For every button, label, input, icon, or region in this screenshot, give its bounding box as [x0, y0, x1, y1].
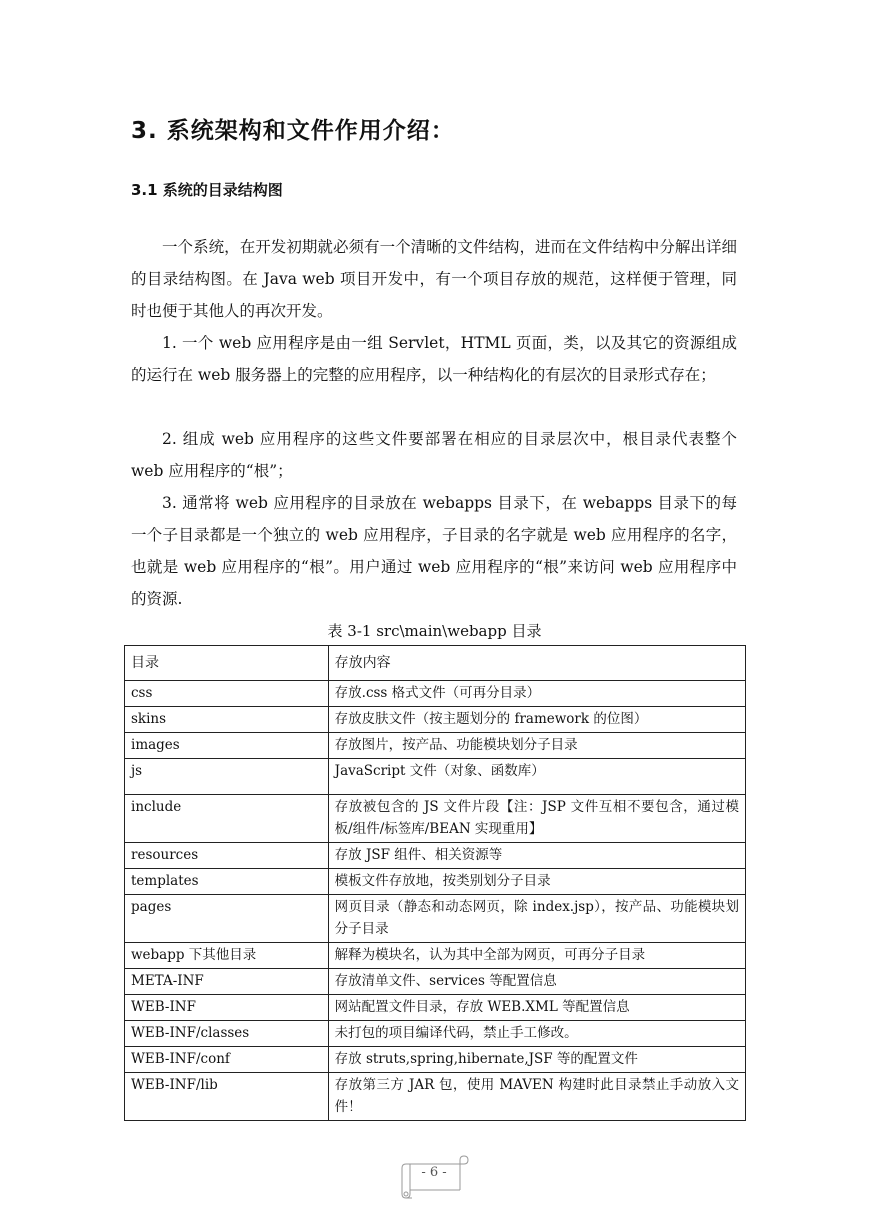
cell-directory: webapp 下其他目录 [125, 943, 329, 969]
paragraph-intro: 一个系统，在开发初期就必须有一个清晰的文件结构，进而在文件结构中分解出详细的目录结构图。在 Java web 项目开发中，有一个项目存放的规范，这样便于管理，同时也便于其他人的再次开发。 [131, 238, 737, 320]
cell-content: 存放被包含的 JS 文件片段【注：JSP 文件互相不要包含，通过模板/组件/标签库/BEAN 实现重用】 [328, 795, 745, 843]
cell-content: 模板文件存放地，按类别划分子目录 [328, 869, 745, 895]
table-row [125, 1047, 746, 1073]
page-number: - 6 - [421, 1165, 447, 1180]
cell-content: 网页目录（静态和动态网页，除 index.jsp），按产品、功能模块划分子目录 [328, 895, 745, 943]
cell-directory: WEB-INF/classes [125, 1021, 329, 1047]
header-cell-content: 存放内容 [328, 646, 745, 681]
directory-table [124, 645, 746, 1121]
cell-directory: js [125, 759, 329, 795]
cell-content: 存放 JSF 组件、相关资源等 [328, 843, 745, 869]
cell-content: 解释为模块名，认为其中全部为网页，可再分子目录 [328, 943, 745, 969]
cell-content: 网站配置文件目录，存放 WEB.XML 等配置信息 [328, 995, 745, 1021]
cell-directory: WEB-INF/conf [125, 1047, 329, 1073]
cell-directory: pages [125, 895, 329, 943]
paragraph-point-1: 1. 一个 web 应用程序是由一组 Servlet，HTML 页面，类，以及其它的资源组成的运行在 web 服务器上的完整的应用程序，以一种结构化的有层次的目录形式存在； [131, 334, 737, 384]
cell-directory: include [125, 795, 329, 843]
table-row [125, 969, 746, 995]
table-row [125, 681, 746, 707]
cell-directory: META-INF [125, 969, 329, 995]
cell-content: JavaScript 文件（对象、函数库） [328, 759, 745, 795]
paragraph-point-2: 2. 组成 web 应用程序的这些文件要部署在相应的目录层次中，根目录代表整个 web 应用程序的“根”； [131, 430, 737, 480]
paragraph-point-3: 3. 通常将 web 应用程序的目录放在 webapps 目录下，在 webapps 目录下的每一个子目录都是一个独立的 web 应用程序，子目录的名字就是 web 应用程序的名字，也就是 web 应用程序的“根”。用户通过 web 应用程序的“根”来访问 web 应用程序中的资源. [131, 494, 737, 608]
table-row [125, 995, 746, 1021]
table-row [125, 1021, 746, 1047]
cell-content: 存放皮肤文件（按主题划分的 framework 的位图） [328, 707, 745, 733]
page-footer [398, 1150, 470, 1202]
table-caption: 表 3-1 src\main\webapp 目录 [327, 622, 542, 640]
cell-content: 存放图片，按产品、功能模块划分子目录 [328, 733, 745, 759]
cell-directory: resources [125, 843, 329, 869]
cell-content: 未打包的项目编译代码，禁止手工修改。 [328, 1021, 745, 1047]
table-row [125, 869, 746, 895]
cell-content: 存放清单文件、services 等配置信息 [328, 969, 745, 995]
header-cell-directory: 目录 [125, 646, 329, 681]
cell-directory: WEB-INF [125, 995, 329, 1021]
table-row [125, 795, 746, 843]
cell-content: 存放第三方 JAR 包，使用 MAVEN 构建时此目录禁止手动放入文件！ [328, 1073, 745, 1121]
table-row [125, 707, 746, 733]
table-row [125, 1073, 746, 1121]
table-row [125, 895, 746, 943]
table-row [125, 759, 746, 795]
table-row [125, 733, 746, 759]
table-row [125, 843, 746, 869]
cell-content: 存放 struts,spring,hibernate,JSF 等的配置文件 [328, 1047, 745, 1073]
table-header-row [125, 646, 746, 681]
cell-directory: images [125, 733, 329, 759]
section-heading: 3. 系统架构和文件作用介绍： [131, 118, 455, 144]
cell-directory: templates [125, 869, 329, 895]
cell-directory: WEB-INF/lib [125, 1073, 329, 1121]
cell-content: 存放.css 格式文件（可再分目录） [328, 681, 745, 707]
table-row [125, 943, 746, 969]
subsection-heading: 3.1 系统的目录结构图 [131, 181, 283, 199]
cell-directory: skins [125, 707, 329, 733]
cell-directory: css [125, 681, 329, 707]
